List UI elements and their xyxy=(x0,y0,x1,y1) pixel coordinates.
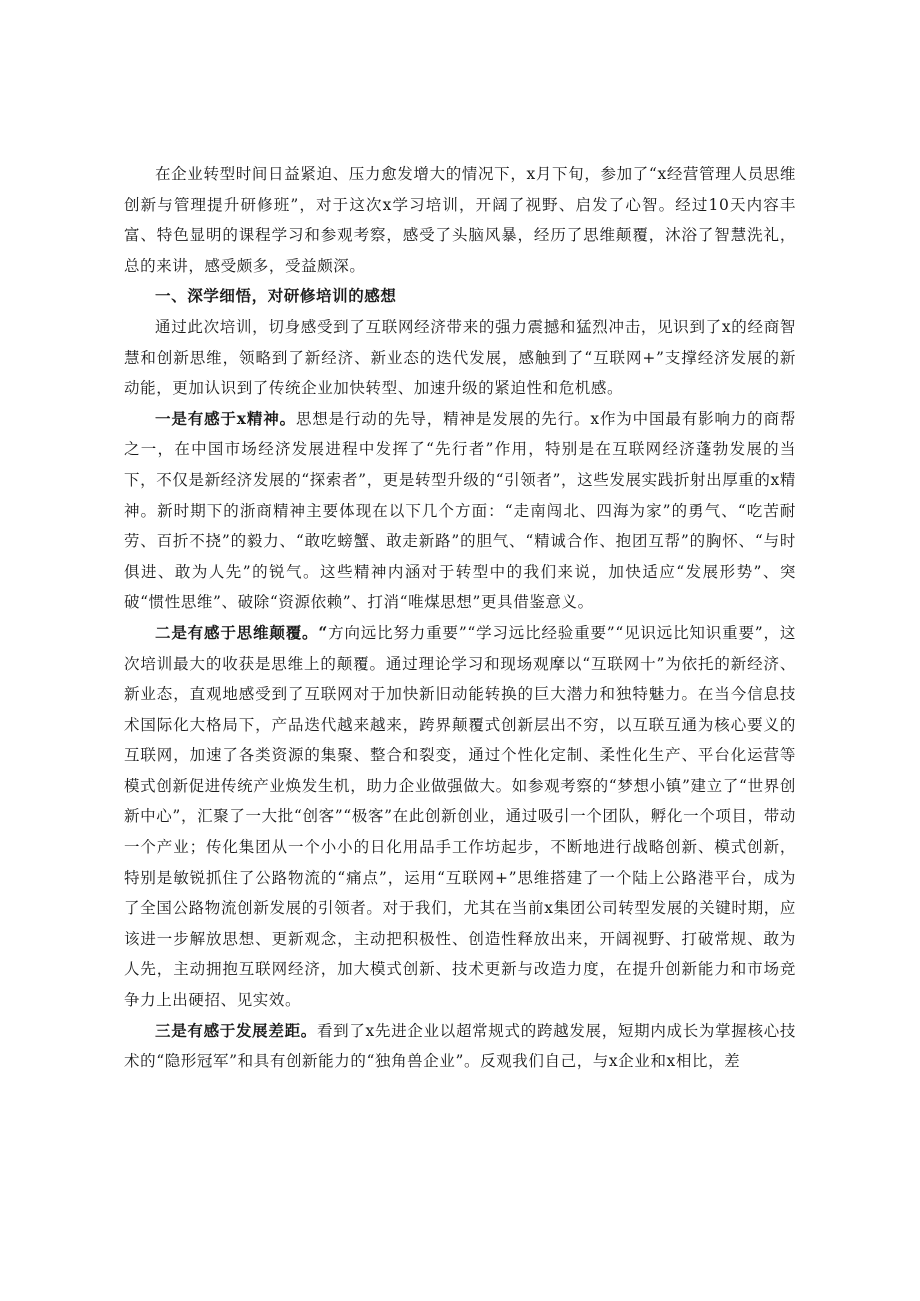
point-two-paragraph xyxy=(124,618,796,1016)
point-three-paragraph xyxy=(124,1016,796,1077)
section-heading: 一、深学细悟，对研修培训的感想 xyxy=(155,286,397,306)
intro-paragraph: 在企业转型时间日益紧迫、压力愈发增大的情况下，x月下旬，参加了“x经营管理人员思维创新与管理提升研修班”，对于这次x学习培训，开阔了视野、启发了心智。经过10天内容丰富、特色显明的课程学习和参观考察，感受了头脑风暴，经历了思维颠覆，沐浴了智慧洗礼，总的来讲，感受颇多，受益颇深。 xyxy=(124,165,796,275)
point-one-paragraph xyxy=(124,404,796,618)
point-one-lead: 一是有感于x精神。 xyxy=(155,408,296,428)
point-two-body: 方向远比努力重要”“学习远比经验重要”“见识远比知识重要”，这次培训最大的收获是思维上的颠覆。通过理论学习和现场观摩以“互联网十”为依托的新经济、新业态，直观地感受到了互联网对于加快新旧动能转换的巨大潜力和独特魅力。在当今信息技术国际化大格局下，产品迭代越来越来，跨界颠覆式创新层出不穷，以互联互通为核心要义的互联网，加速了各类资源的集聚、整合和裂变，通过个性化定制、柔性化生产、平台化运营等模式创新促进传统产业焕发生机，助力企业做强做大。如参观考察的“梦想小镇”建立了“世界创新中心”，汇聚了一大批“创客”“极客”在此创新创业，通过吸引一个团队，孵化一个项目，带动一个产业；传化集团从一个小小的日化用品手工作坊起步，不断地进行战略创新、模式创新，特别是敏锐抓住了公路物流的“痛点”，运用“互联网+”思维搭建了一个陆上公路港平台，成为了全国公路物流创新发展的引领者。对于我们，尤其在当前x集团公司转型发展的关键时期，应该进一步解放思想、更新观念，主动把积极性、创造性释放出来，开阔视野、打破常规、敢为人先，主动拥抱互联网经济，加大模式创新、技术更新与改造力度，在提升创新能力和市场竞争力上出硬招、见实效。 xyxy=(124,623,796,1010)
point-three-lead: 三是有感于发展差距。 xyxy=(155,1020,317,1040)
point-one-body: 思想是行动的先导，精神是发展的先行。x作为中国最有影响力的商帮之一，在中国市场经济发展进程中发挥了“先行者”作用，特别是在互联网经济蓬勃发展的当下，不仅是新经济发展的“探索者”，更是转型升级的“引领者”，这些发展实践折射出厚重的x精神。新时期下的浙商精神主要体现在以下几个方面：“走南闯北、四海为家”的勇气、“吃苦耐劳、百折不挠”的毅力、“敢吃螃蟹、敢走新路”的胆气、“精诚合作、抱团互帮”的胸怀、“与时俱进、敢为人先”的锐气。这些精神内涵对于转型中的我们来说，加快适应“发展形势”、突破“惯性思维”、破除“资源依赖”、打消“唯煤思想”更具借鉴意义。 xyxy=(124,409,796,612)
section-intro-paragraph: 通过此次培训，切身感受到了互联网经济带来的强力震撼和猛烈冲击，见识到了x的经商智慧和创新思维，领略到了新经济、新业态的迭代发展，感触到了“互联网+”支撑经济发展的新动能，更加认识到了传统企业加快转型、加速升级的紧迫性和危机感。 xyxy=(124,317,796,398)
point-three-body: 看到了x先进企业以超常规式的跨越发展，短期内成长为掌握核心技术的“隐形冠军”和具有创新能力的“独角兽企业”。反观我们自己，与x企业和x相比，差 xyxy=(124,1021,796,1071)
document-page xyxy=(124,159,796,1077)
point-two-lead: 二是有感于思维颠覆。“ xyxy=(155,622,328,642)
